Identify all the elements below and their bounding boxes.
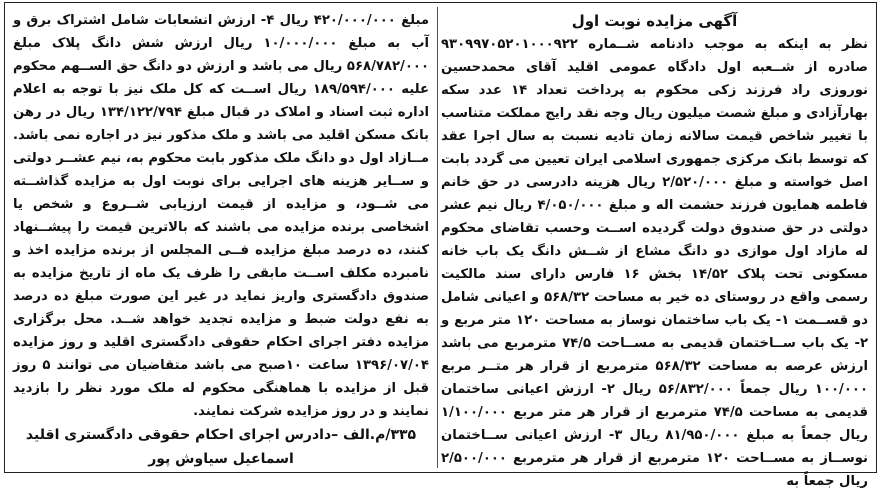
signer-name: اسماعیل سیاوش پور (148, 451, 294, 467)
auction-notice (4, 2, 877, 489)
signature-line: ۳۳۵/م.الف –دادرس اجرای احکام حقوقی دادگستری اقلید (25, 427, 417, 443)
notice-column-right (435, 3, 876, 489)
notice-body-right: نظر به اینکه به موجب دادنامه شــماره ۹۳۰۹۹۷۰۵۲۰۱۰۰۰۹۲۲ صادره از شــعبه اول دادگاه عمومی اقلید آقای محمدحسین نوروزی راد فرزند زکی محکوم به پرداخت تعداد ۱۴ عدد سکه بهارآزادی و مبلغ شصت میلیون ریال وجه نقد رایج مملکت متناسب با تغییر شاخص قیمت سالانه زمان تادیه نسبت به سال اجرا عقد که توسط بانک مرکزی جمهوری اسلامی ایران تعیین می گردد بابت اصل خواسته و مبلغ ۲/۵۲۰/۰۰۰ ریال هزینه دادرسی در حق خانم فاطمه همایون فرزند حشمت اله و مبلغ ۴/۰۵۰/۰۰۰ ریال نیم عشر دولتی در حق صندوق دولت گردیده اســت وحسب تقاضای محکوم له مازاد اول موازی دو دانگ مشاع از شــش دانگ یک باب خانه مسکونی تحت پلاک ۱۴/۵۲ بخش ۱۶ فارس دارای سند مالکیت رسمی واقع در روستای ده خیر به مساحت ۵۶۸/۳۲ و اعیانی شامل دو قســمت ۱- یک باب ساختمان نوساز به مساحت ۱۲۰ متر مربع و ۲- یک باب ســاختمان قدیمی به مســاحت ۷۴/۵ مترمربع می باشد ارزش عرصه به مساحت ۵۶۸/۳۲ مترمربع از قرار هر متــر مربع ۱۰۰/۰۰۰ ریال جمعاً ۵۶/۸۳۲/۰۰۰ ریال ۲- ارزش اعیانی ساختمان قدیمی به مساحت ۷۴/۵ مترمربع از قرار هر متر مربع ۱/۱۰۰/۰۰۰ ریال جمعاً به مبلغ ۸۱/۹۵۰/۰۰۰ ریال ۳- ارزش اعیانی ســاختمان نوســاز به مســاحت ۱۲۰ مترمربع از قرار هر مترمربع ۲/۵۰۰/۰۰۰ ریال جمعاً به (441, 37, 869, 489)
notice-column-left (5, 3, 435, 472)
notice-body-left: مبلغ ۴۲۰/۰۰۰/۰۰۰ ریال ۴- ارزش انشعابات شامل اشتراک برق و آب به مبلغ ۱۰/۰۰۰/۰۰۰ ریال ارزش شش دانگ پلاک مبلغ ۵۶۸/۷۸۲/۰۰۰ ریال می باشد و ارزش دو دانگ حق الســهم محکوم علیه ۱۸۹/۵۹۴/۰۰۰ ریال اســت که کل ملک نیز با توجه به اعلام اداره ثبت اسناد و املاک در قبال مبلغ ۱۳۴/۱۲۲/۷۹۴ ریال در رهن بانک مسکن اقلید می باشد و ملک مذکور نیز در اجاره نمی باشد. مــازاد اول دو دانگ ملک مذکور بابت محکوم به، نیم عشــر دولتی و ســایر هزینه های اجرایی برای نوبت اول به مزایده گذاشــته می شــود، و مزایده از قیمت ارزیابی شــروع و شخص یا اشخاصی برنده مزایده می باشند که بالاترین قیمت را پیشــنهاد کنند، ده درصد مبلغ مزایده فــی المجلس از برنده مزایده اخذ و نامبرده مکلف اســت مابقی را ظرف یک ماه از تاریخ مزایده به صندوق دادگستری واریز نماید در غیر این صورت مبلغ ده درصد به نفع دولت ضبط و مزایده تجدید خواهد شــد. محل برگزاری مزایده دفتر اجرای احکام حقوقی دادگستری اقلید و روز مزایده ۱۳۹۶/۰۷/۰۴ ساعت ۱۰صبح می باشد متقاضیان می توانند ۵ روز قبل از مزایده با هماهنگی محکوم له ملک مورد نظر را بازدید نمایند و در روز مزایده شرکت نمایند. (13, 13, 430, 419)
notice-title: آگهی مزایده نوبت اول (571, 12, 738, 30)
column-divider (437, 7, 438, 468)
